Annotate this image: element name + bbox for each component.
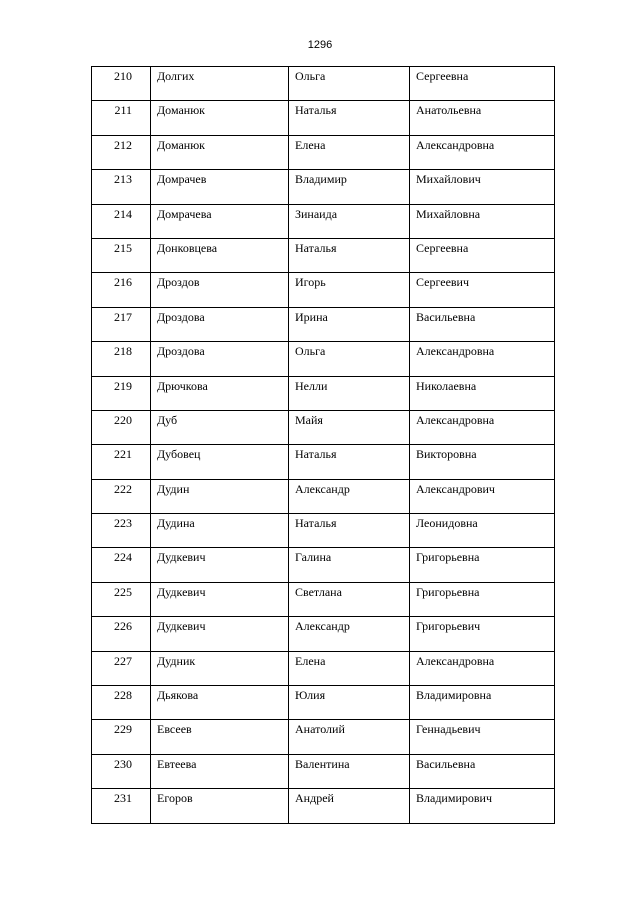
row-number-cell-text: 218 [114, 344, 132, 359]
first-name-cell [289, 273, 410, 307]
surname-cell [151, 410, 289, 444]
table-row [92, 410, 555, 444]
patronymic-cell [410, 651, 555, 685]
table-row [92, 170, 555, 204]
patronymic-cell-text: Александровна [416, 412, 495, 427]
row-number-cell-text: 214 [114, 206, 132, 221]
first-name-cell-text: Светлана [295, 584, 342, 599]
patronymic-cell-text: Васильевна [416, 309, 476, 324]
first-name-cell-text: Игорь [295, 275, 326, 290]
first-name-cell [289, 720, 410, 754]
table-row [92, 479, 555, 513]
row-number-cell [92, 135, 151, 169]
surname-cell [151, 651, 289, 685]
patronymic-cell [410, 789, 555, 823]
patronymic-cell-text: Григорьевич [416, 619, 481, 634]
surname-cell [151, 101, 289, 135]
surname-cell [151, 686, 289, 720]
first-name-cell [289, 204, 410, 238]
first-name-cell-text: Ольга [295, 69, 326, 83]
first-name-cell [289, 67, 410, 101]
row-number-cell-text: 224 [114, 550, 132, 565]
row-number-cell-text: 216 [114, 275, 132, 290]
table-row [92, 238, 555, 272]
row-number-cell-text: 221 [114, 447, 132, 462]
surname-cell-text: Дьякова [157, 688, 199, 703]
patronymic-cell [410, 548, 555, 582]
first-name-cell [289, 514, 410, 548]
first-name-cell [289, 479, 410, 513]
row-number-cell-text: 225 [114, 584, 132, 599]
row-number-cell-text: 215 [114, 240, 132, 255]
first-name-cell [289, 342, 410, 376]
row-number-cell-text: 227 [114, 653, 132, 668]
table-row [92, 342, 555, 376]
patronymic-cell-text: Викторовна [416, 447, 477, 462]
surname-cell-text: Дудник [157, 653, 196, 668]
row-number-cell [92, 617, 151, 651]
surname-cell [151, 720, 289, 754]
surname-cell [151, 376, 289, 410]
first-name-cell-text: Ирина [295, 309, 328, 324]
patronymic-cell-text: Александровна [416, 344, 495, 359]
row-number-cell-text: 228 [114, 688, 132, 703]
patronymic-cell [410, 410, 555, 444]
surname-cell-text: Дудина [157, 516, 195, 531]
patronymic-cell [410, 754, 555, 788]
first-name-cell-text: Владимир [295, 172, 347, 187]
name-table [91, 66, 555, 824]
patronymic-cell [410, 686, 555, 720]
table-row [92, 789, 555, 823]
row-number-cell [92, 101, 151, 135]
surname-cell-text: Дроздова [157, 344, 205, 359]
page-number: 1296 [307, 39, 333, 51]
row-number-cell-text: 231 [114, 791, 132, 806]
surname-cell-text: Дудкевич [157, 584, 206, 599]
surname-cell-text: Дроздова [157, 309, 205, 324]
table-row [92, 101, 555, 135]
first-name-cell-text: Майя [295, 412, 323, 427]
row-number-cell-text: 223 [114, 516, 132, 531]
surname-cell-text: Евсеев [157, 722, 192, 737]
surname-cell-text: Евтеева [157, 756, 197, 771]
name-table-body [92, 67, 555, 824]
surname-cell-text: Домрачев [157, 172, 207, 187]
surname-cell [151, 548, 289, 582]
patronymic-cell-text: Сергеевна [416, 69, 469, 83]
row-number-cell-text: 226 [114, 619, 132, 634]
patronymic-cell-text: Леонидовна [416, 516, 478, 531]
patronymic-cell [410, 307, 555, 341]
table-row [92, 582, 555, 616]
table-row [92, 307, 555, 341]
surname-cell-text: Дудкевич [157, 619, 206, 634]
first-name-cell [289, 548, 410, 582]
row-number-cell [92, 67, 151, 101]
first-name-cell [289, 170, 410, 204]
row-number-cell-text: 222 [114, 481, 132, 496]
first-name-cell [289, 445, 410, 479]
patronymic-cell-text: Васильевна [416, 756, 476, 771]
row-number-cell-text: 230 [114, 756, 132, 771]
first-name-cell-text: Наталья [295, 516, 337, 531]
row-number-cell [92, 376, 151, 410]
patronymic-cell [410, 617, 555, 651]
first-name-cell [289, 101, 410, 135]
table-row [92, 514, 555, 548]
surname-cell [151, 514, 289, 548]
first-name-cell [289, 376, 410, 410]
surname-cell [151, 582, 289, 616]
patronymic-cell [410, 238, 555, 272]
first-name-cell-text: Елена [295, 137, 326, 152]
surname-cell [151, 67, 289, 101]
surname-cell [151, 307, 289, 341]
surname-cell [151, 479, 289, 513]
first-name-cell [289, 789, 410, 823]
patronymic-cell-text: Николаевна [416, 378, 477, 393]
first-name-cell [289, 582, 410, 616]
surname-cell-text: Доманюк [157, 103, 206, 118]
first-name-cell-text: Наталья [295, 103, 337, 118]
row-number-cell [92, 686, 151, 720]
patronymic-cell-text: Михайловна [416, 206, 481, 221]
row-number-cell [92, 789, 151, 823]
surname-cell-text: Доманюк [157, 137, 206, 152]
row-number-cell-text: 211 [114, 103, 132, 118]
row-number-cell [92, 410, 151, 444]
patronymic-cell-text: Григорьевна [416, 550, 480, 565]
first-name-cell-text: Андрей [295, 791, 334, 806]
first-name-cell-text: Елена [295, 653, 326, 668]
first-name-cell [289, 238, 410, 272]
row-number-cell-text: 217 [114, 309, 132, 324]
row-number-cell [92, 204, 151, 238]
row-number-cell-text: 212 [114, 137, 132, 152]
patronymic-cell-text: Анатольевна [416, 103, 482, 118]
surname-cell [151, 273, 289, 307]
row-number-cell [92, 754, 151, 788]
surname-cell [151, 342, 289, 376]
row-number-cell [92, 342, 151, 376]
row-number-cell-text: 210 [114, 69, 132, 83]
patronymic-cell-text: Александрович [416, 481, 495, 496]
row-number-cell [92, 651, 151, 685]
patronymic-cell [410, 514, 555, 548]
first-name-cell [289, 617, 410, 651]
patronymic-cell-text: Григорьевна [416, 584, 480, 599]
table-row [92, 445, 555, 479]
surname-cell-text: Домрачева [157, 206, 212, 221]
table-row [92, 617, 555, 651]
first-name-cell-text: Александр [295, 619, 350, 634]
table-row [92, 686, 555, 720]
first-name-cell-text: Нелли [295, 378, 328, 393]
surname-cell [151, 238, 289, 272]
patronymic-cell [410, 445, 555, 479]
row-number-cell-text: 229 [114, 722, 132, 737]
surname-cell-text: Дрючкова [157, 378, 208, 393]
patronymic-cell-text: Владимирович [416, 791, 492, 806]
first-name-cell-text: Галина [295, 550, 332, 565]
first-name-cell-text: Юлия [295, 688, 326, 703]
surname-cell-text: Дубовец [157, 447, 201, 462]
row-number-cell [92, 238, 151, 272]
patronymic-cell [410, 170, 555, 204]
patronymic-cell [410, 135, 555, 169]
surname-cell [151, 789, 289, 823]
patronymic-cell [410, 101, 555, 135]
row-number-cell [92, 307, 151, 341]
table-row [92, 204, 555, 238]
first-name-cell [289, 754, 410, 788]
patronymic-cell-text: Сергеевна [416, 240, 469, 255]
surname-cell [151, 617, 289, 651]
row-number-cell [92, 273, 151, 307]
first-name-cell [289, 307, 410, 341]
table-row [92, 720, 555, 754]
surname-cell-text: Донковцева [157, 240, 218, 255]
patronymic-cell-text: Александровна [416, 137, 495, 152]
row-number-cell [92, 445, 151, 479]
table-row [92, 651, 555, 685]
surname-cell [151, 170, 289, 204]
first-name-cell-text: Ольга [295, 344, 326, 359]
table-row [92, 754, 555, 788]
patronymic-cell [410, 479, 555, 513]
patronymic-cell [410, 273, 555, 307]
table-row [92, 548, 555, 582]
first-name-cell [289, 686, 410, 720]
surname-cell-text: Долгих [157, 69, 195, 83]
patronymic-cell-text: Михайлович [416, 172, 481, 187]
row-number-cell-text: 219 [114, 378, 132, 393]
surname-cell [151, 754, 289, 788]
row-number-cell [92, 170, 151, 204]
table-row [92, 376, 555, 410]
row-number-cell [92, 720, 151, 754]
first-name-cell-text: Наталья [295, 447, 337, 462]
patronymic-cell [410, 342, 555, 376]
first-name-cell-text: Валентина [295, 756, 350, 771]
surname-cell-text: Дудин [157, 481, 190, 496]
surname-cell-text: Дуб [157, 412, 178, 427]
row-number-cell [92, 548, 151, 582]
patronymic-cell [410, 204, 555, 238]
patronymic-cell-text: Владимировна [416, 688, 492, 703]
table-row [92, 273, 555, 307]
surname-cell-text: Дудкевич [157, 550, 206, 565]
surname-cell [151, 445, 289, 479]
row-number-cell [92, 582, 151, 616]
patronymic-cell [410, 67, 555, 101]
row-number-cell [92, 514, 151, 548]
patronymic-cell [410, 582, 555, 616]
patronymic-cell [410, 720, 555, 754]
first-name-cell-text: Анатолий [295, 722, 345, 737]
row-number-cell-text: 213 [114, 172, 132, 187]
first-name-cell-text: Александр [295, 481, 350, 496]
surname-cell-text: Дроздов [157, 275, 200, 290]
first-name-cell [289, 651, 410, 685]
table-row [92, 67, 555, 101]
patronymic-cell [410, 376, 555, 410]
patronymic-cell-text: Сергеевич [416, 275, 470, 290]
first-name-cell [289, 410, 410, 444]
surname-cell-text: Егоров [157, 791, 193, 806]
patronymic-cell-text: Александровна [416, 653, 495, 668]
surname-cell [151, 135, 289, 169]
first-name-cell-text: Зинаида [295, 206, 338, 221]
row-number-cell-text: 220 [114, 412, 132, 427]
table-row [92, 135, 555, 169]
patronymic-cell-text: Геннадьевич [416, 722, 481, 737]
surname-cell [151, 204, 289, 238]
row-number-cell [92, 479, 151, 513]
first-name-cell-text: Наталья [295, 240, 337, 255]
first-name-cell [289, 135, 410, 169]
